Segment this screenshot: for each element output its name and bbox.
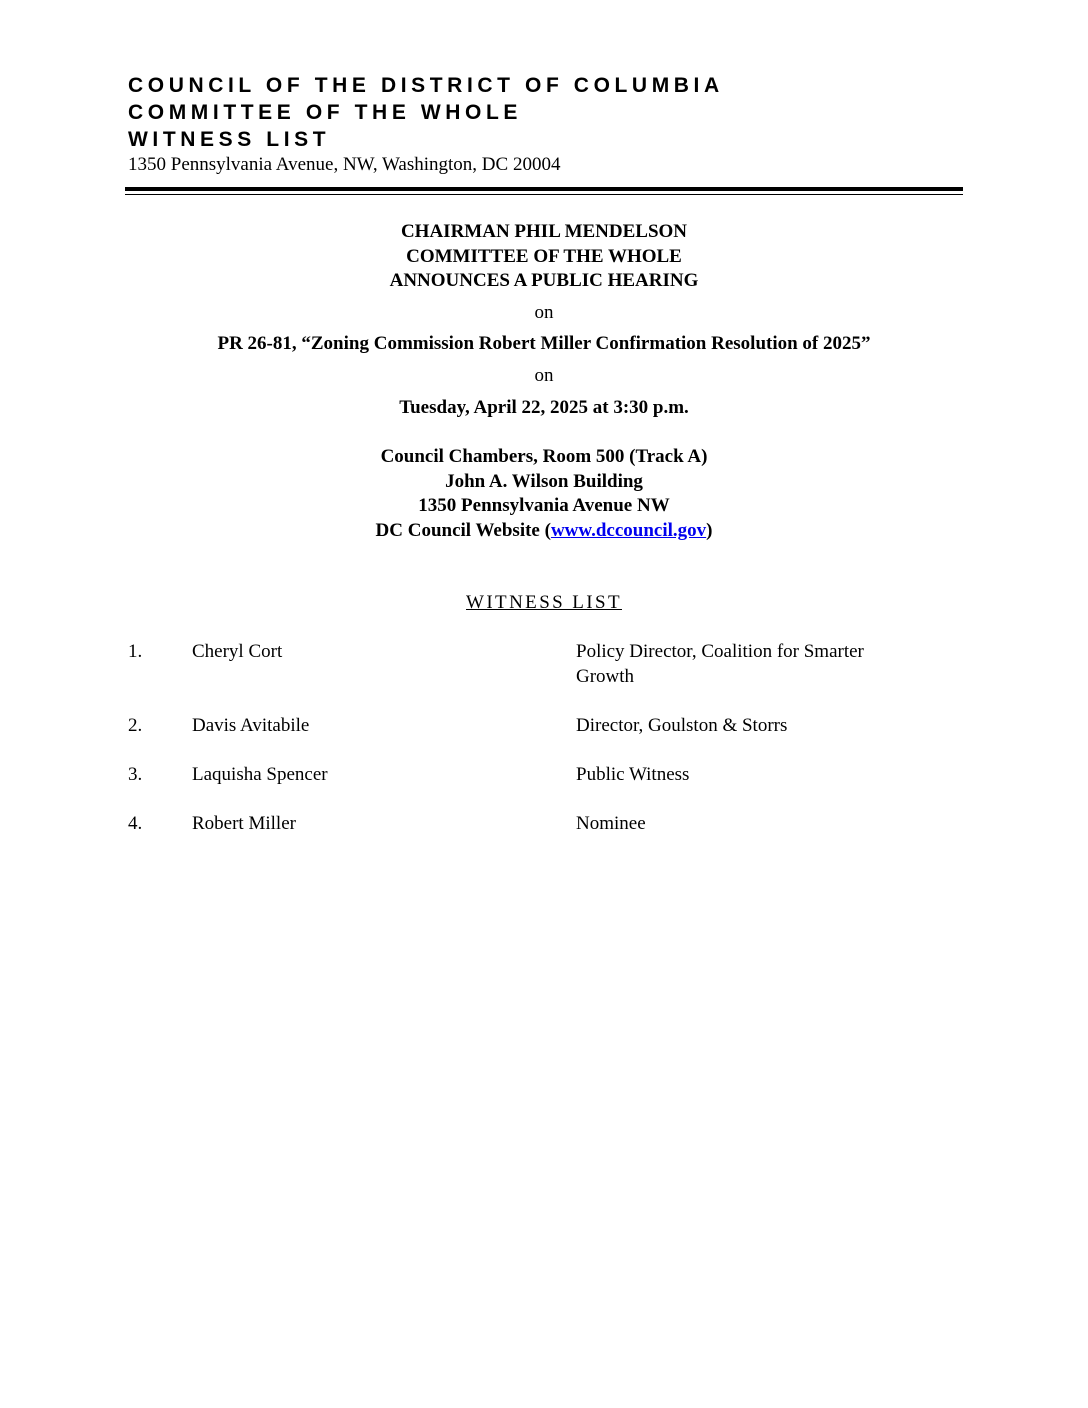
header-divider-thick: [125, 187, 963, 191]
witness-name: Laquisha Spencer: [192, 764, 328, 785]
resolution-title: PR 26-81, “Zoning Commission Robert Miller Confirmation Resolution of 2025”: [217, 333, 871, 354]
witness-number: 1.: [128, 641, 143, 662]
header-divider-thin: [125, 194, 963, 195]
letterhead-council-name: COUNCIL OF THE DISTRICT OF COLUMBIA: [128, 74, 724, 97]
witness-list-title: WITNESS LIST: [466, 592, 622, 613]
website-link[interactable]: www.dccouncil.gov: [550, 519, 707, 541]
witness-number: 3.: [128, 764, 143, 785]
witness-list-heading: [128, 591, 960, 615]
location-room: Council Chambers, Room 500 (Track A): [380, 446, 708, 467]
connector-on: on: [534, 365, 554, 386]
witness-name: Davis Avitabile: [192, 715, 310, 736]
letterhead: [128, 72, 964, 177]
letterhead-document-type: WITNESS LIST: [128, 128, 331, 151]
witness-role: Public Witness: [576, 764, 690, 785]
witness-name: Cheryl Cort: [192, 641, 283, 662]
witness-role: Nominee: [576, 813, 646, 834]
hearing-date: Tuesday, April 22, 2025 at 3:30 p.m.: [399, 397, 689, 418]
location-building: John A. Wilson Building: [445, 470, 643, 492]
website-suffix: ): [706, 519, 713, 541]
connector-on: on: [534, 302, 554, 323]
announcement-chairman: CHAIRMAN PHIL MENDELSON: [400, 221, 688, 242]
letterhead-address: 1350 Pennsylvania Avenue, NW, Washington, DC 20004: [128, 154, 561, 175]
witness-role: Director, Goulston & Storrs: [576, 715, 788, 736]
witness-number: 4.: [128, 813, 143, 834]
announcement-hearing: ANNOUNCES A PUBLIC HEARING: [389, 270, 699, 291]
location-street: 1350 Pennsylvania Avenue NW: [418, 495, 670, 516]
hearing-announcement: [128, 220, 960, 294]
hearing-location: [128, 445, 960, 543]
witness-name: Robert Miller: [192, 813, 296, 834]
website-prefix: DC Council Website (: [375, 519, 551, 541]
letterhead-committee-name: COMMITTEE OF THE WHOLE: [128, 101, 523, 124]
location-website: [128, 519, 960, 544]
announcement-committee: COMMITTEE OF THE WHOLE: [406, 245, 682, 267]
witness-role: Policy Director, Coalition for Smarter Growth: [576, 641, 864, 687]
witness-number: 2.: [128, 715, 143, 736]
